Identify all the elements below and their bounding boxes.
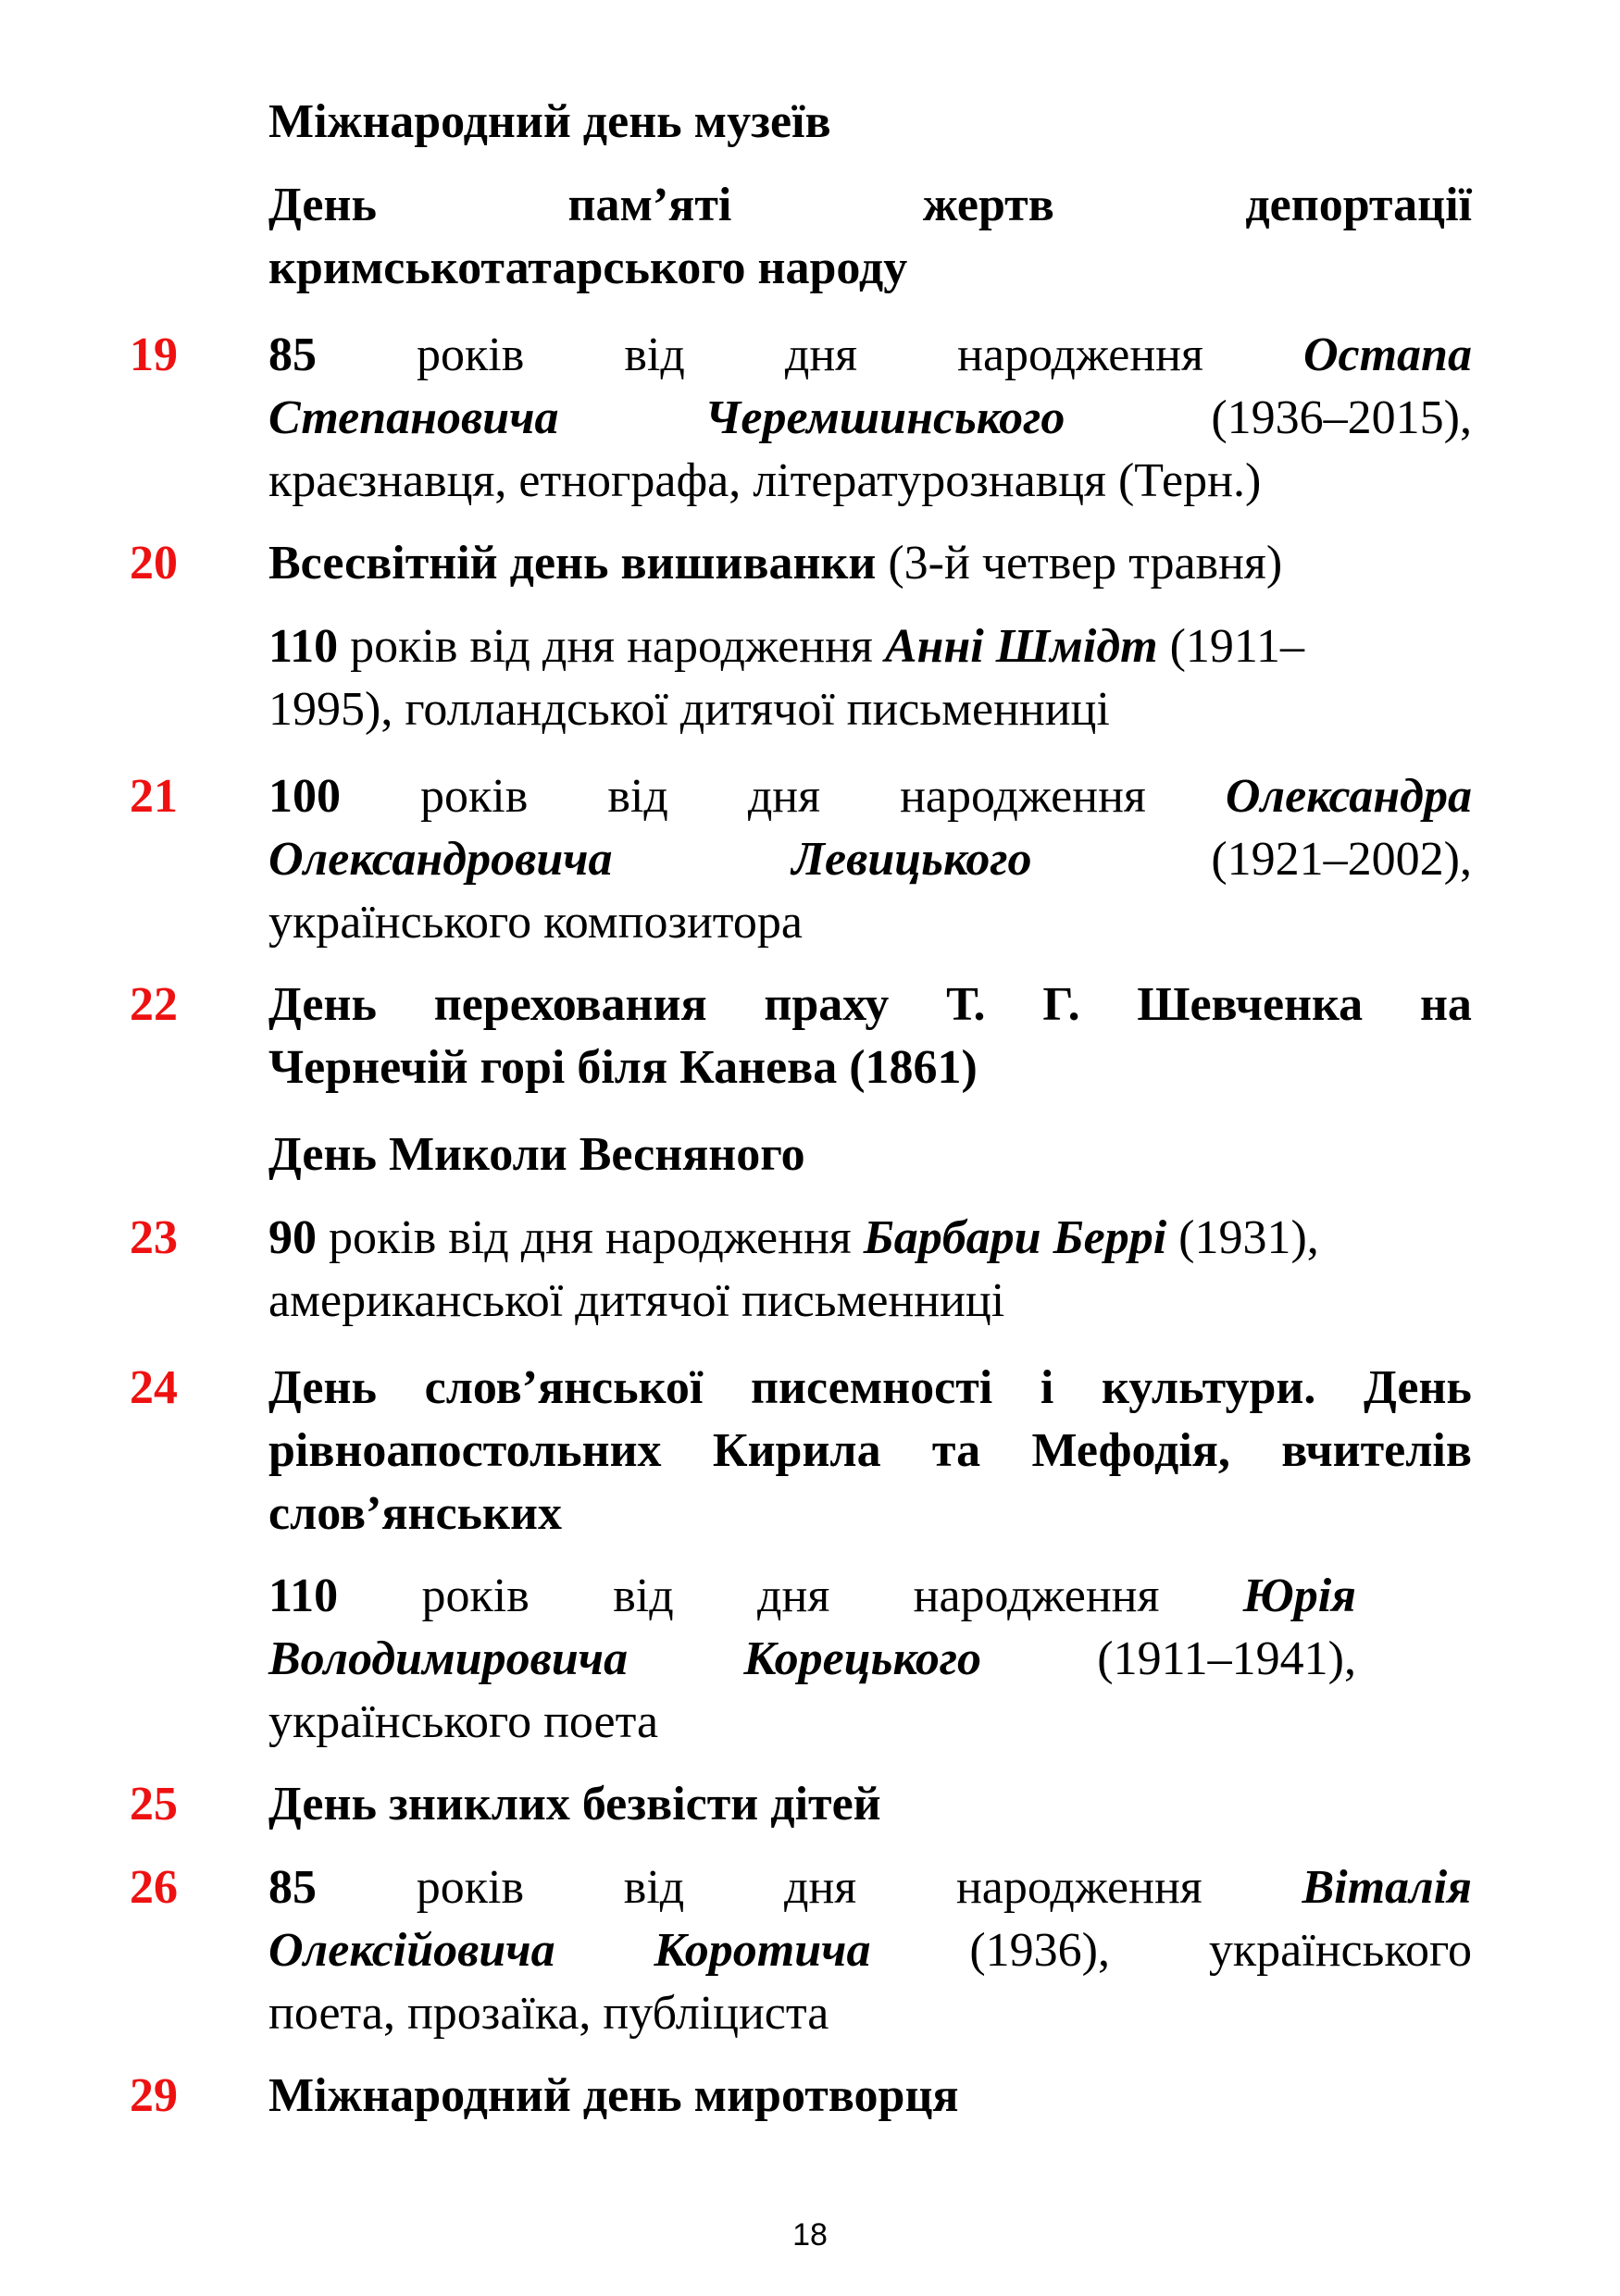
bold-text: 110 (268, 1570, 339, 1622)
text-run: років від дня народження (338, 620, 885, 673)
bold-text: перехования (433, 978, 707, 1031)
text-run: (1921–2002), (1211, 833, 1472, 886)
text-run: (1911–1941), (1097, 1632, 1356, 1685)
text-run: дня (757, 1570, 830, 1622)
text-run: років (416, 1861, 525, 1914)
text-run: від (613, 1570, 674, 1622)
entry-line (268, 1036, 978, 1099)
bold-text: жертв (922, 179, 1054, 231)
bold-text: і (1040, 1361, 1054, 1414)
text-run: дня (783, 1861, 857, 1914)
bold-text: День (268, 1361, 377, 1414)
entry-line (268, 828, 1472, 891)
entry-line (268, 891, 803, 954)
text-run: років від дня народження (317, 1211, 864, 1264)
entry-line (268, 1628, 1356, 1691)
text-run: від (623, 1861, 685, 1914)
bold-text: День Миколи Весняного (268, 1128, 805, 1181)
bold-text: День (1363, 1361, 1472, 1414)
bold-text: 85 (268, 1861, 317, 1914)
text-run: від (624, 329, 685, 381)
bold-text: 85 (268, 329, 317, 381)
entry-date: 29 (130, 2069, 178, 2122)
person-name: Степановича (268, 391, 559, 444)
text-run: років (421, 1570, 530, 1622)
entry-line (268, 1270, 1004, 1333)
text-run: від (607, 770, 668, 823)
bold-text: слов’янських (268, 1487, 562, 1540)
bold-text: День зниклих безвісти дітей (268, 1778, 881, 1831)
bold-text: Т. (946, 978, 986, 1031)
text-run: українського композитора (268, 896, 803, 949)
person-name: Юрія (1242, 1570, 1356, 1622)
bold-text: на (1419, 978, 1472, 1031)
text-run: народження (900, 770, 1146, 823)
person-name: Черемшинського (704, 391, 1065, 444)
entry-line (268, 324, 1472, 387)
bold-text: 100 (268, 770, 341, 823)
bold-text: Міжнародний день музеїв (268, 95, 831, 148)
entry-date: 24 (130, 1361, 178, 1414)
entry-date: 25 (130, 1778, 178, 1831)
text-run: років (420, 770, 529, 823)
entry-line (268, 974, 1472, 1036)
bold-text: культури. (1101, 1361, 1316, 1414)
bold-text: День (268, 978, 377, 1031)
person-name: Олексійовича (268, 1924, 555, 1977)
person-name: Корецького (743, 1632, 982, 1685)
bold-text: слов’янської (424, 1361, 704, 1414)
text-run: (1911– (1157, 620, 1304, 673)
bold-text: Мефодія, (1031, 1424, 1230, 1477)
bold-text: Всесвітній день вишиванки (268, 537, 877, 590)
bold-text: депортації (1245, 179, 1472, 231)
bold-text: рівноапостольних (268, 1424, 662, 1477)
bold-text: вчителів (1281, 1424, 1472, 1477)
entry-date: 20 (130, 537, 178, 590)
text-run: 1995), голландської дитячої письменниці (268, 683, 1110, 736)
text-run: (1936–2015), (1211, 391, 1472, 444)
bold-text: Міжнародний день миротворця (268, 2069, 959, 2122)
entry-line (268, 1982, 829, 2045)
person-name: Остапа (1302, 329, 1472, 381)
person-name: Коротича (654, 1924, 871, 1977)
bold-text: Кирила (712, 1424, 881, 1477)
text-run: народження (957, 329, 1203, 381)
text-run: українського поета (268, 1695, 659, 1748)
entry-line (268, 615, 1304, 678)
person-name: Віталія (1302, 1861, 1472, 1914)
bold-text: Г. (1042, 978, 1080, 1031)
person-name: Левицького (791, 833, 1032, 886)
page-number: 18 (792, 2217, 828, 2253)
text-run: дня (784, 329, 858, 381)
text-run: американської дитячої письменниці (268, 1274, 1005, 1327)
bold-text: 90 (268, 1211, 317, 1264)
person-name: Барбари Беррі (863, 1211, 1167, 1264)
bold-text: кримськотатарського народу (268, 242, 908, 294)
bold-text: писемності (751, 1361, 993, 1414)
person-name: Олександровича (268, 833, 613, 886)
text-run: народження (913, 1570, 1160, 1622)
person-name: Анні Шмідт (884, 620, 1158, 673)
entry-line (268, 1919, 1472, 1982)
entry-line (268, 1483, 562, 1545)
entry-line (268, 237, 907, 300)
entry-line (268, 1123, 805, 1186)
text-run: (1931), (1166, 1211, 1319, 1264)
entry-date: 21 (130, 770, 178, 823)
entry-date: 19 (130, 329, 178, 381)
text-run: дня (747, 770, 821, 823)
entry-line (268, 678, 1110, 741)
bold-text: Чернечій горі біля Канева (1861) (268, 1041, 978, 1094)
entry-line (268, 174, 1472, 237)
bold-text: праху (764, 978, 890, 1031)
bold-text: Шевченка (1137, 978, 1364, 1031)
entry-line (268, 450, 1261, 513)
bold-text: пам’яті (567, 179, 732, 231)
entry-line (268, 1856, 1472, 1919)
entry-line (268, 1420, 1472, 1483)
text-run: краєзнавця, етнографа, літературознавця (Терн.) (268, 454, 1262, 507)
entry-line (268, 532, 1282, 595)
bold-text: 110 (268, 620, 339, 673)
person-name: Володимировича (268, 1632, 629, 1685)
text-run: (3-й четвер травня) (876, 537, 1283, 590)
entry-line (268, 91, 831, 154)
entry-line (268, 1565, 1356, 1628)
text-run: (1936), (969, 1924, 1110, 1977)
text-run: народження (955, 1861, 1203, 1914)
entry-line (268, 1357, 1472, 1420)
text-run: українського (1208, 1924, 1472, 1977)
entry-line (268, 1691, 658, 1754)
person-name: Олександра (1225, 770, 1472, 823)
text-run: років (417, 329, 525, 381)
entry-line (268, 2065, 959, 2128)
bold-text: та (931, 1424, 981, 1477)
entry-date: 23 (130, 1211, 178, 1264)
entry-line (268, 765, 1472, 828)
entry-line (268, 1773, 881, 1836)
entry-date: 22 (130, 978, 178, 1031)
entry-line (268, 1207, 1319, 1270)
bold-text: День (268, 179, 377, 231)
entry-line (268, 387, 1472, 450)
entry-date: 26 (130, 1861, 178, 1914)
text-run: поета, прозаїка, публіциста (268, 1987, 829, 2040)
